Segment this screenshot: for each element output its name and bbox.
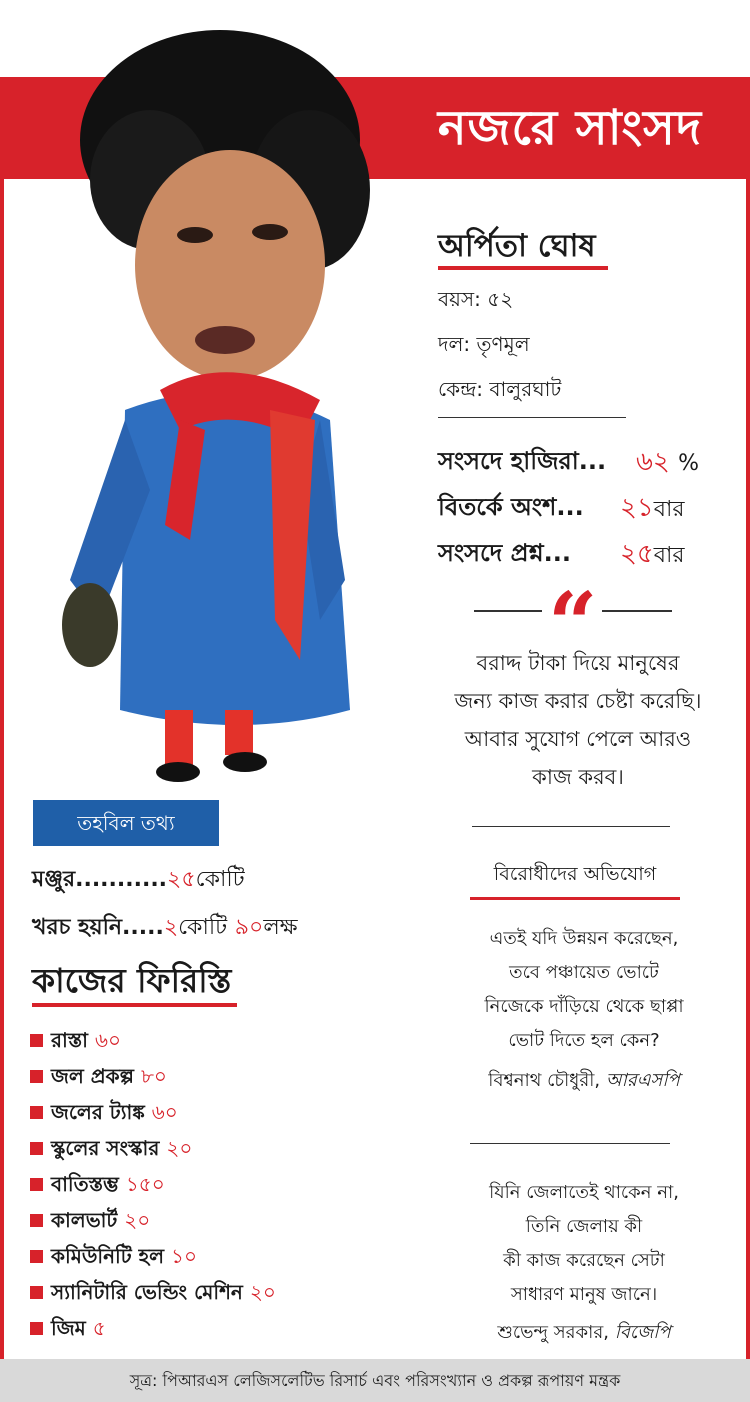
bullet-square-icon xyxy=(30,1070,43,1083)
debates-value xyxy=(620,487,685,531)
opposition-comment-line: এতই যদি উন্নয়ন করেছেন, xyxy=(489,928,679,949)
quote-line: বরাদ্দ টাকা দিয়ে মানুষের xyxy=(476,651,680,675)
fund-sanctioned xyxy=(32,862,245,899)
work-count: ২০ xyxy=(166,1136,193,1160)
works-title: কাজের ফিরিস্তি xyxy=(32,961,232,1000)
quote-line: কাজ করব। xyxy=(532,765,624,789)
questions-value xyxy=(620,533,685,577)
list-item xyxy=(30,1314,106,1347)
bullet-square-icon xyxy=(30,1034,43,1047)
list-item xyxy=(30,1206,150,1239)
work-count: ৬০ xyxy=(94,1028,121,1052)
author-name: বিশ্বনাথ চৌধুরী, xyxy=(488,1070,601,1091)
quote-line: আবার সুযোগ পেলে আরও xyxy=(464,727,692,751)
sanctioned-unit: কোটি xyxy=(195,867,245,892)
attendance-unit: % xyxy=(678,451,699,476)
work-label: জিম xyxy=(51,1316,86,1340)
work-label: কমিউনিটি হল xyxy=(51,1244,165,1268)
unspent-crore-value: ২ xyxy=(163,915,179,940)
author-party: আরএসপি xyxy=(605,1070,680,1091)
unspent-label: খরচ হয়নি..... xyxy=(32,915,164,940)
opposition-comment-line: সাধারণ মানুষ জানে। xyxy=(510,1284,658,1305)
work-label: কালভার্ট xyxy=(51,1208,118,1232)
page-title: নজরে সাংসদ xyxy=(437,100,703,156)
work-count: ৫ xyxy=(92,1316,106,1340)
list-item xyxy=(30,1062,167,1095)
bullet-square-icon xyxy=(30,1286,43,1299)
works-underline xyxy=(32,1003,237,1007)
opposition-author xyxy=(420,1318,748,1349)
work-label: বাতিস্তম্ভ xyxy=(51,1172,119,1196)
questions-number: ২৫ xyxy=(620,539,654,569)
opposition-underline xyxy=(470,897,680,900)
source-footer: সূত্র: পিআরএস লেজিসলেটিভ রিসার্চ এবং পরিসংখ্যান ও প্রকল্প রূপায়ণ মন্ত্রক xyxy=(0,1359,750,1402)
unspent-lakh-value: ৯০ xyxy=(234,915,264,940)
bullet-square-icon xyxy=(30,1214,43,1227)
fund-unspent xyxy=(32,910,298,947)
quote-mark-icon: “ xyxy=(548,574,598,675)
quote-line: জন্য কাজ করার চেষ্টা করেছি। xyxy=(454,689,702,713)
profile-divider xyxy=(438,417,626,418)
questions-unit: বার xyxy=(653,543,685,568)
mp-name: অর্পিতা ঘোষ xyxy=(438,228,596,264)
debates-number: ২১ xyxy=(620,493,654,523)
author-name: শুভেন্দু সরকার, xyxy=(497,1322,609,1343)
attendance-number: ৬২ xyxy=(636,447,670,477)
work-label: স্কুলের সংস্কার xyxy=(51,1136,160,1160)
work-count: ২০ xyxy=(124,1208,151,1232)
work-label: রাস্তা xyxy=(51,1028,88,1052)
attendance-label: সংসদে হাজিরা... xyxy=(438,447,607,475)
unspent-crore-unit: কোটি xyxy=(178,915,228,940)
name-underline xyxy=(438,266,608,270)
list-item xyxy=(30,1278,276,1311)
opposition-comment-line: যিনি জেলাতেই থাকেন না, xyxy=(489,1182,679,1203)
unspent-lakh-unit: লক্ষ xyxy=(263,915,298,940)
list-item xyxy=(30,1134,192,1167)
quote-line-right xyxy=(602,610,672,612)
work-count: ৮০ xyxy=(140,1064,167,1088)
opposition-comment-line: তিনি জেলায় কী xyxy=(525,1216,643,1237)
mp-constituency: কেন্দ্র: বালুরঘাট xyxy=(438,377,562,401)
author-party: বিজেপি xyxy=(614,1322,671,1343)
opposition-comment-line: ভোট দিতে হল কেন? xyxy=(508,1030,660,1051)
work-label: জল প্রকল্প xyxy=(51,1064,134,1088)
opposition-comment-line: তবে পঞ্চায়েত ভোটে xyxy=(509,962,659,983)
bullet-square-icon xyxy=(30,1322,43,1335)
sanctioned-value: ২৫ xyxy=(167,867,196,892)
work-count: ২০ xyxy=(249,1280,276,1304)
debates-label: বিতর্কে অংশ... xyxy=(438,493,584,521)
work-count: ৬০ xyxy=(151,1100,178,1124)
list-item xyxy=(30,1026,121,1059)
quote-line-left xyxy=(474,610,542,612)
bullet-square-icon xyxy=(30,1178,43,1191)
bullet-square-icon xyxy=(30,1142,43,1155)
debates-unit: বার xyxy=(653,497,685,522)
mp-age: বয়স: ৫২ xyxy=(438,287,514,311)
opposition-divider xyxy=(470,1143,670,1144)
opposition-comment-line: নিজেকে দাঁড়িয়ে থেকে ছাপ্পা xyxy=(484,996,684,1017)
opposition-title: বিরোধীদের অভিযোগ xyxy=(493,863,657,885)
work-label: জলের ট্যাঙ্ক xyxy=(51,1100,145,1124)
mp-party: দল: তৃণমূল xyxy=(438,332,530,356)
fund-info-badge: তহবিল তথ্য xyxy=(33,800,219,846)
work-count: ১০ xyxy=(171,1244,198,1268)
attendance-value xyxy=(636,441,699,485)
list-item xyxy=(30,1242,197,1275)
list-item xyxy=(30,1098,178,1131)
opposition-author xyxy=(420,1066,748,1097)
bullet-square-icon xyxy=(30,1106,43,1119)
questions-label: সংসদে প্রশ্ন... xyxy=(438,539,572,567)
mp-portrait-illustration xyxy=(30,20,380,790)
left-border xyxy=(0,179,4,1359)
sanctioned-label: মঞ্জুর........... xyxy=(32,867,168,892)
work-label: স্যানিটারি ভেন্ডিং মেশিন xyxy=(51,1280,243,1304)
quote-divider xyxy=(472,826,670,827)
list-item xyxy=(30,1170,165,1203)
work-count: ১৫০ xyxy=(125,1172,165,1196)
bullet-square-icon xyxy=(30,1250,43,1263)
opposition-comment-line: কী কাজ করেছেন সেটা xyxy=(503,1250,665,1271)
